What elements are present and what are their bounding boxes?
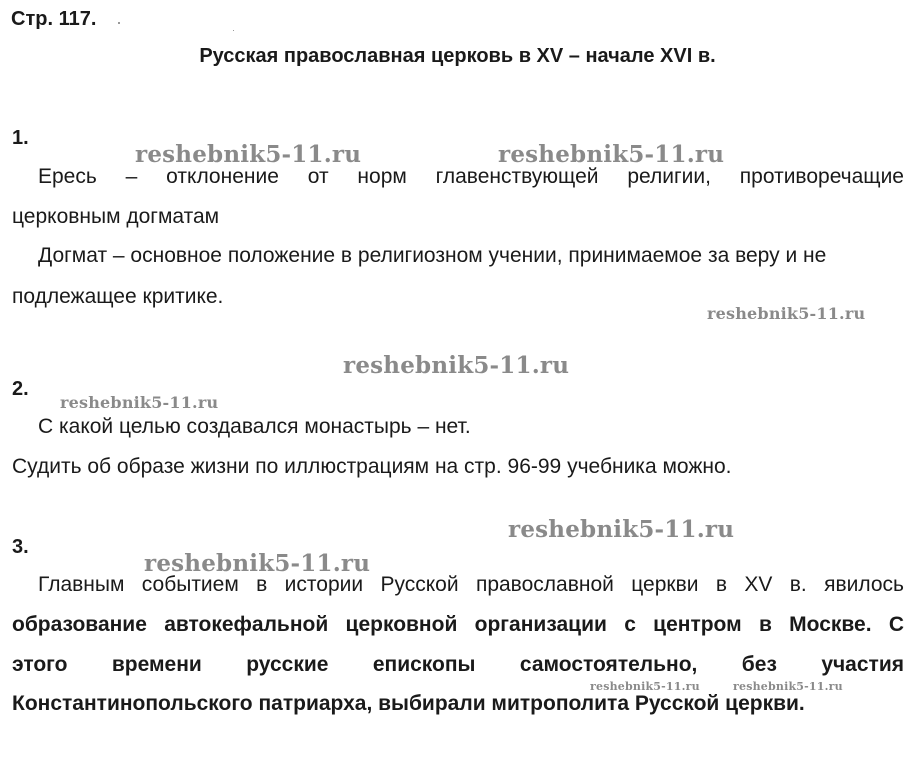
section-number-2: 2.	[12, 378, 29, 400]
dogma-definition-line: Догмат – основное положение в религиозном учении, принимаемое за веру и не	[38, 244, 827, 267]
scan-speck	[118, 22, 120, 24]
main-event-line: Константинопольского патриарха, выбирали митрополита Русской церкви.	[12, 692, 805, 715]
watermark: reshebnik5-11.ru	[60, 393, 219, 412]
monastery-question-line: С какой целью создавался монастырь – нет.	[38, 415, 471, 438]
watermark: reshebnik5-11.ru	[590, 680, 700, 693]
watermark: reshebnik5-11.ru	[498, 141, 725, 168]
watermark: reshebnik5-11.ru	[135, 141, 362, 168]
main-event-line: этого времени русские епископы самостоятельно, без участия	[12, 653, 904, 676]
main-event-line: образование автокефальной церковной организации с центром в Москве. С	[12, 613, 904, 636]
page-reference: Стр. 117.	[11, 8, 97, 30]
dogma-definition-line: подлежащее критике.	[12, 285, 224, 308]
heresy-definition-line: Ересь – отклонение от норм главенствующей религии, противоречащие	[38, 165, 904, 188]
watermark: reshebnik5-11.ru	[343, 352, 570, 379]
watermark: reshebnik5-11.ru	[733, 680, 843, 693]
main-event-line: Главным событием в истории Русской православной церкви в XV в. явилось	[38, 573, 904, 596]
watermark: reshebnik5-11.ru	[144, 550, 371, 577]
section-number-3: 3.	[12, 536, 29, 558]
scan-speck	[233, 30, 234, 31]
watermark: reshebnik5-11.ru	[707, 304, 866, 323]
document-title: Русская православная церковь в XV – начале XVI в.	[199, 45, 716, 67]
section-number-1: 1.	[12, 127, 29, 149]
heresy-definition-line: церковным догматам	[12, 205, 220, 228]
watermark: reshebnik5-11.ru	[508, 516, 735, 543]
illustrations-line: Судить об образе жизни по иллюстрациям на стр. 96-99 учебника можно.	[12, 455, 732, 478]
